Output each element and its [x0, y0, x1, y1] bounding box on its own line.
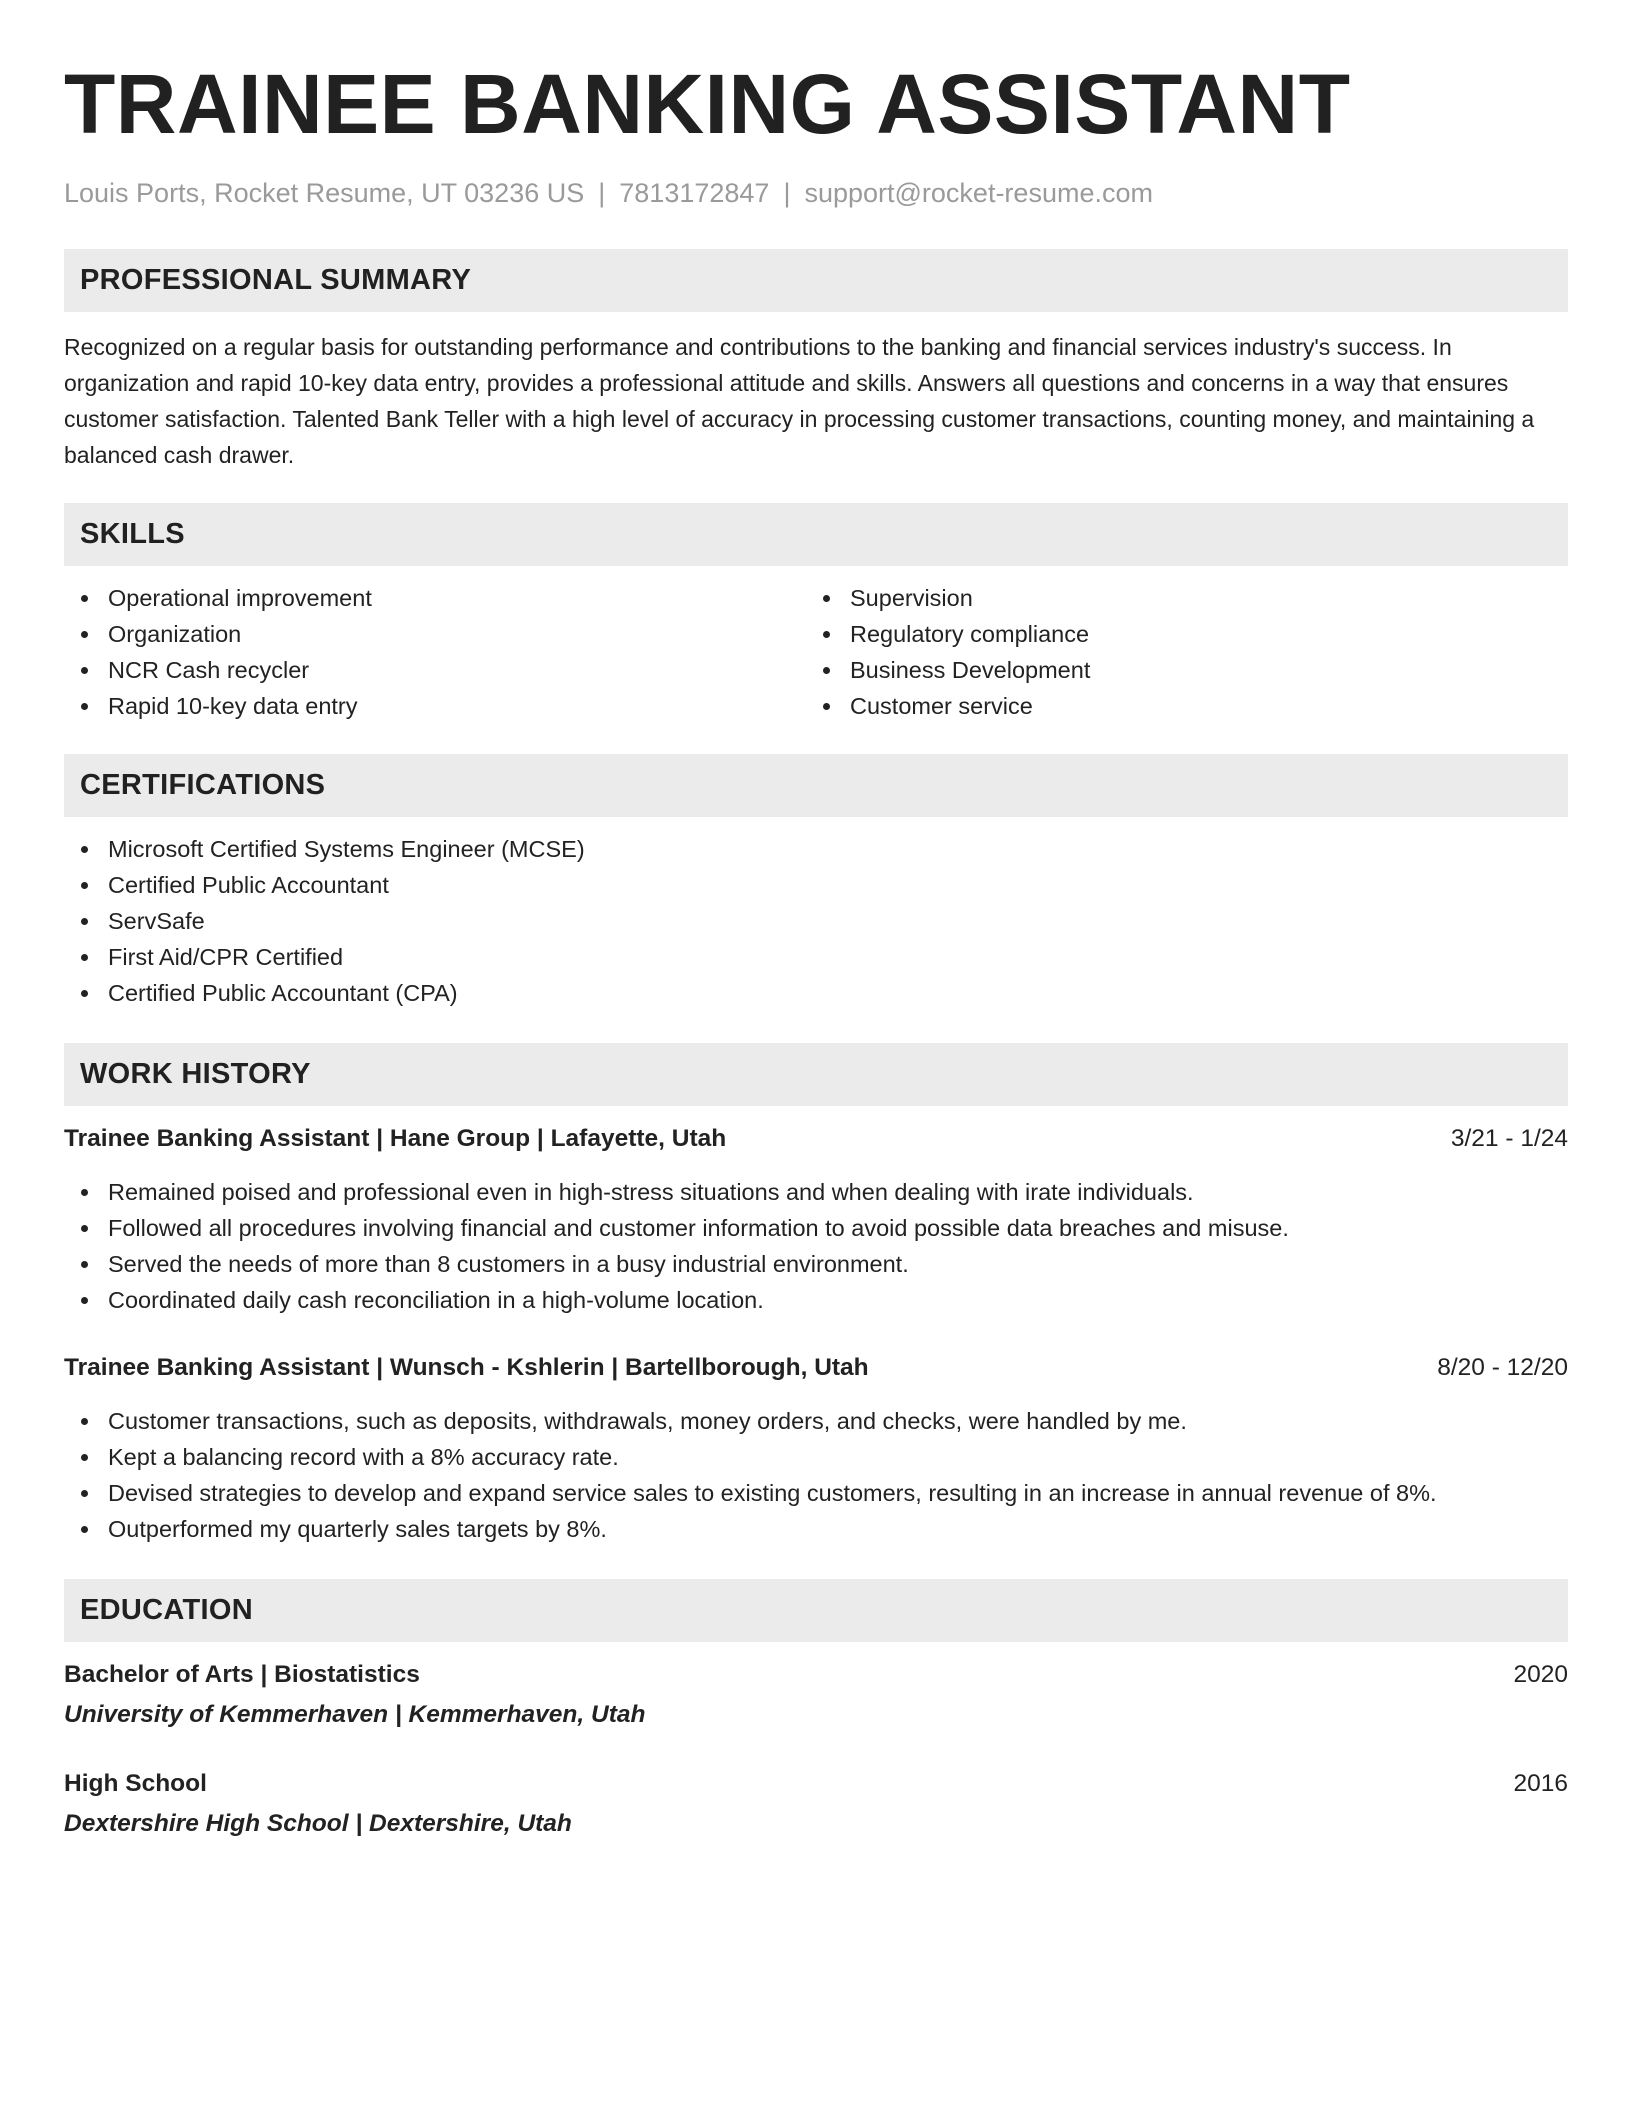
section-header-summary: PROFESSIONAL SUMMARY	[64, 249, 1568, 312]
list-item: Organization	[64, 616, 806, 652]
list-item: Customer service	[806, 688, 1548, 724]
list-item: Outperformed my quarterly sales targets by 8%.	[64, 1511, 1568, 1547]
job-bullets	[64, 1403, 1568, 1547]
education-header	[64, 1766, 1568, 1802]
education-entry	[64, 1766, 1568, 1842]
contact-email: support@rocket-resume.com	[804, 178, 1153, 208]
contact-address: Louis Ports, Rocket Resume, UT 03236 US	[64, 178, 585, 208]
section-header-education: EDUCATION	[64, 1579, 1568, 1642]
education-degree: High School	[64, 1770, 207, 1797]
list-item: Certified Public Accountant	[64, 867, 1568, 903]
skills-list	[64, 580, 1568, 724]
job-title: Trainee Banking Assistant | Wunsch - Kshlerin | Bartellborough, Utah	[64, 1354, 869, 1381]
contact-separator: |	[598, 178, 606, 208]
resume-page	[64, 56, 1568, 1842]
list-item: Served the needs of more than 8 customers in a busy industrial environment.	[64, 1246, 1568, 1282]
list-item: Customer transactions, such as deposits, withdrawals, money orders, and checks, were handled by me.	[64, 1403, 1568, 1439]
job-header	[64, 1121, 1568, 1157]
education-entry	[64, 1657, 1568, 1733]
skills-column-left	[64, 580, 806, 724]
resume-title: TRAINEE BANKING ASSISTANT	[64, 57, 1351, 151]
list-item: Business Development	[806, 652, 1548, 688]
list-item: Operational improvement	[64, 580, 806, 616]
section-header-skills: SKILLS	[64, 503, 1568, 566]
job-header	[64, 1350, 1568, 1386]
list-item: Microsoft Certified Systems Engineer (MCSE)	[64, 831, 1568, 867]
list-item: ServSafe	[64, 903, 1568, 939]
list-item: Regulatory compliance	[806, 616, 1548, 652]
education-year: 2016	[1513, 1770, 1568, 1797]
contact-phone: 7813172847	[619, 178, 770, 208]
contact-separator: |	[783, 178, 791, 208]
job-title: Trainee Banking Assistant | Hane Group | Lafayette, Utah	[64, 1125, 727, 1152]
skills-column-right	[806, 580, 1548, 724]
list-item: Remained poised and professional even in high-stress situations and when dealing with irate individuals.	[64, 1174, 1568, 1210]
certifications-list	[64, 831, 1568, 1011]
list-item: Devised strategies to develop and expand service sales to existing customers, resulting in an increase in annual revenue of 8%.	[64, 1475, 1568, 1511]
job-entry	[64, 1121, 1568, 1318]
list-item: Rapid 10-key data entry	[64, 688, 806, 724]
contact-line	[64, 176, 1568, 210]
list-item: Coordinated daily cash reconciliation in a high-volume location.	[64, 1282, 1568, 1318]
job-dates: 8/20 - 12/20	[1437, 1354, 1568, 1381]
list-item: Kept a balancing record with a 8% accuracy rate.	[64, 1439, 1568, 1475]
education-school: University of Kemmerhaven | Kemmerhaven, Utah	[64, 1701, 646, 1728]
job-dates: 3/21 - 1/24	[1450, 1125, 1568, 1152]
list-item: NCR Cash recycler	[64, 652, 806, 688]
education-header	[64, 1657, 1568, 1693]
section-header-work-history: WORK HISTORY	[64, 1043, 1568, 1106]
job-bullets	[64, 1174, 1568, 1318]
education-degree: Bachelor of Arts | Biostatistics	[64, 1661, 420, 1688]
list-item: First Aid/CPR Certified	[64, 939, 1568, 975]
education-year: 2020	[1513, 1661, 1568, 1688]
list-item: Supervision	[806, 580, 1548, 616]
section-header-certifications: CERTIFICATIONS	[64, 754, 1568, 817]
list-item: Certified Public Accountant (CPA)	[64, 975, 1568, 1011]
education-school: Dextershire High School | Dextershire, Utah	[64, 1810, 572, 1837]
list-item: Followed all procedures involving financial and customer information to avoid possible data breaches and misuse.	[64, 1210, 1568, 1246]
job-entry	[64, 1350, 1568, 1547]
summary-text: Recognized on a regular basis for outstanding performance and contributions to the banking and financial services industry's success. In organization and rapid 10-key data entry, provides a professional attitude and skills. Answers all questions and concerns in a way that ensures customer satisfaction. Talented Bank Teller with a high level of accuracy in processing customer transactions, counting money, and maintaining a balanced cash drawer.	[64, 334, 1535, 468]
